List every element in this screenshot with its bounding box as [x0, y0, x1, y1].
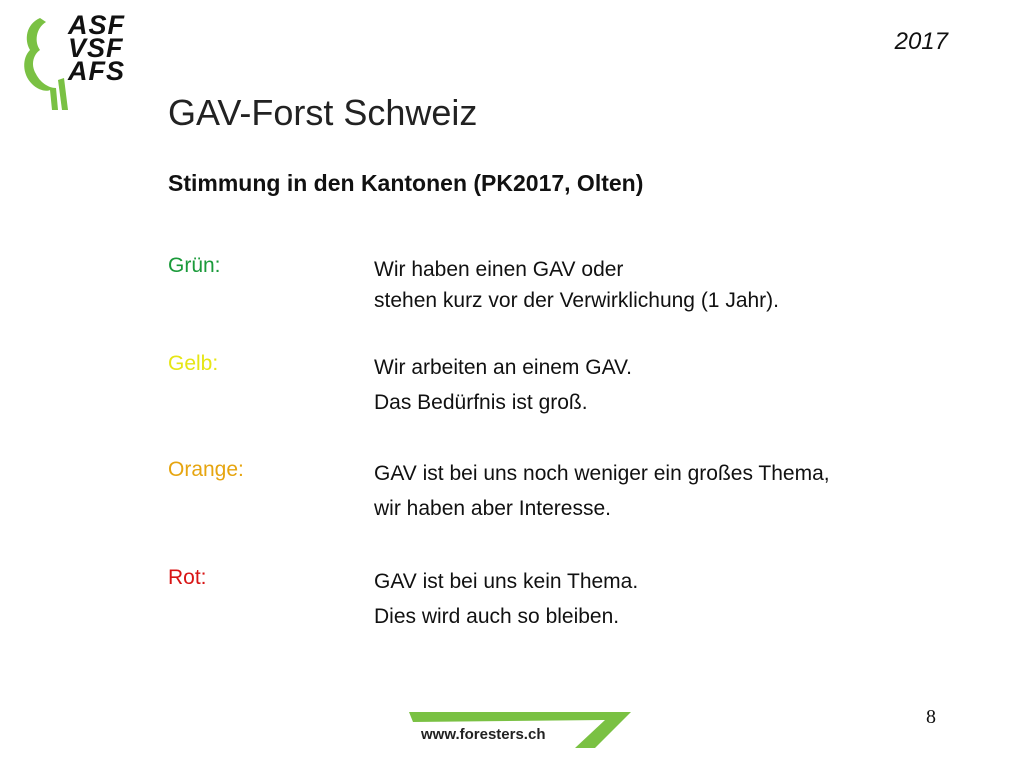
- row-line-2: Dies wird auch so bleiben.: [374, 605, 620, 628]
- asf-logo: [18, 10, 128, 114]
- footer-banner: [405, 708, 637, 752]
- row-label: Gelb:: [168, 352, 219, 375]
- page-number: 8: [926, 706, 936, 728]
- row-line-1: Wir arbeiten an einem GAV.: [374, 356, 632, 379]
- row-line-1: GAV ist bei uns noch weniger ein großes Thema,: [374, 462, 830, 485]
- footer-url[interactable]: www.foresters.ch: [421, 726, 546, 743]
- year-label: 2017: [894, 28, 948, 55]
- row-line-1: Wir haben einen GAV oder: [374, 258, 624, 281]
- row-description: [374, 566, 638, 629]
- row-label: Grün:: [168, 254, 221, 277]
- logo-line-afs: AFS: [68, 56, 125, 86]
- logo-line-vsf: VSF: [68, 33, 124, 63]
- row-line-2: stehen kurz vor der Verwirklichung (1 Jahr).: [374, 289, 779, 312]
- row-line-1: GAV ist bei uns kein Thema.: [374, 570, 639, 593]
- row-line-2: wir haben aber Interesse.: [374, 497, 611, 520]
- row-description: [374, 352, 632, 415]
- row-description: [374, 458, 830, 521]
- logo-line-asf: ASF: [68, 10, 125, 40]
- slide-subtitle: Stimmung in den Kantonen (PK2017, Olten): [168, 170, 644, 196]
- row-label: Orange:: [168, 458, 244, 481]
- slide-title: GAV-Forst Schweiz: [168, 92, 478, 133]
- row-label: Rot:: [168, 566, 207, 589]
- row-description: [374, 254, 779, 316]
- row-line-2: Das Bedürfnis ist groß.: [374, 391, 588, 414]
